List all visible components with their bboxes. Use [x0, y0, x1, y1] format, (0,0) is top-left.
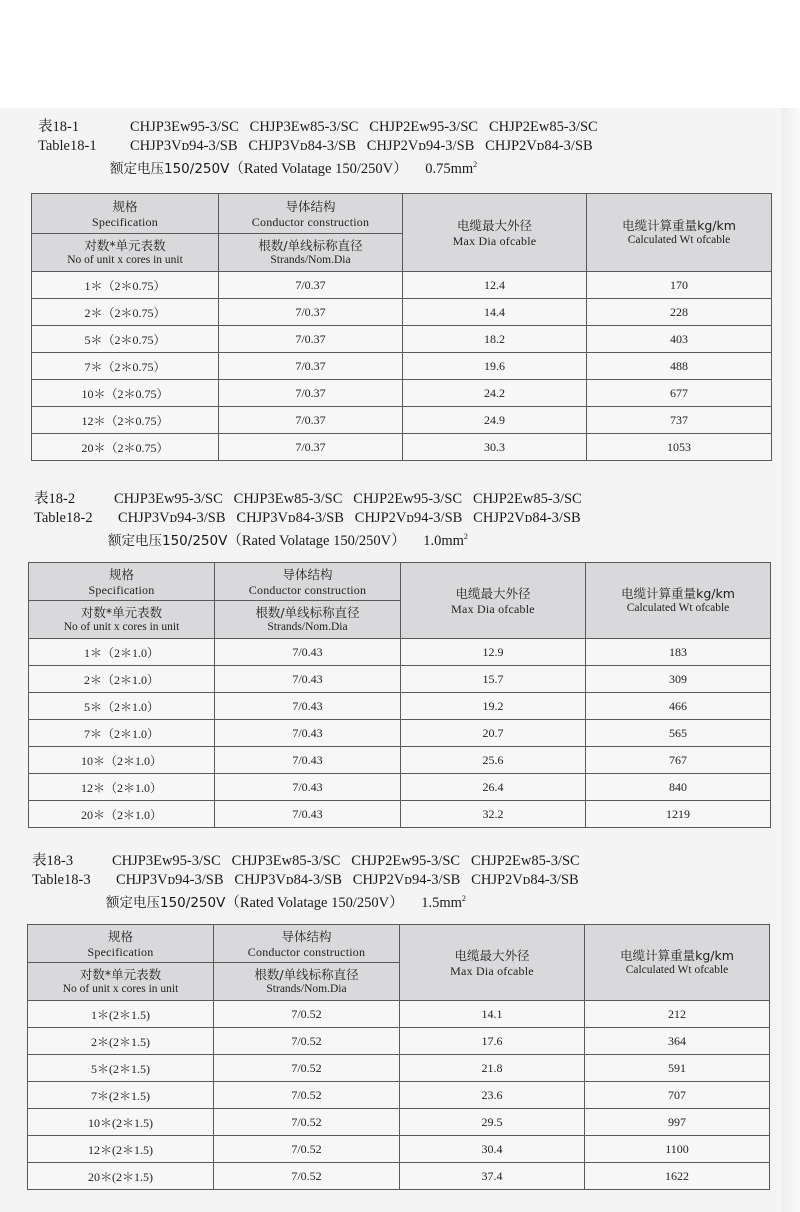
cell-strands: 7/0.37: [219, 326, 403, 353]
table-row: [32, 407, 772, 434]
table-label-zh: 表18-1: [38, 119, 80, 135]
table-section-18-2: [0, 490, 790, 822]
table-row: [29, 639, 771, 666]
table-row: [29, 720, 771, 747]
cell-weight: 707: [585, 1082, 770, 1109]
cell-dia: 25.6: [401, 747, 586, 774]
header-strands: 根数/单线标称直径 Strands/Nom.Dia: [219, 234, 403, 272]
table-label-en: Table18-1: [38, 138, 97, 154]
table-row: [32, 299, 772, 326]
cell-strands: 7/0.37: [219, 380, 403, 407]
cell-weight: 466: [586, 693, 771, 720]
header-cores: 对数*单元表数 No of unit x cores in unit: [29, 601, 215, 639]
cell-dia: 17.6: [400, 1028, 585, 1055]
rated-voltage-en: （Rated Volatage 150/250V）: [229, 160, 408, 177]
rated-voltage-zh: 额定电压150/250V: [106, 894, 226, 911]
cell-strands: 7/0.52: [214, 1082, 400, 1109]
cell-cores: 1＊（2＊0.75）: [32, 272, 219, 299]
table-row: [32, 272, 772, 299]
table-row: [32, 353, 772, 380]
cell-weight: 591: [585, 1055, 770, 1082]
table-heading: [0, 852, 790, 916]
cell-dia: 30.4: [400, 1136, 585, 1163]
header-row-1: [32, 194, 772, 234]
cell-weight: 364: [585, 1028, 770, 1055]
cell-weight: 212: [585, 1001, 770, 1028]
model-list-2: CHJP3Vᴅ94-3/SB CHJP3Vᴅ84-3/SB CHJP2Vᴅ94-3/SB CHJP2Vᴅ84-3/SB: [130, 138, 593, 154]
size-superscript: 2: [473, 160, 478, 169]
cell-dia: 14.1: [400, 1001, 585, 1028]
cell-weight: 1219: [586, 801, 771, 828]
table-heading: [0, 490, 790, 554]
cell-weight: 183: [586, 639, 771, 666]
cell-weight: 403: [587, 326, 772, 353]
cell-cores: 7＊(2＊1.5): [28, 1082, 214, 1109]
cell-weight: 228: [587, 299, 772, 326]
cell-cores: 5＊(2＊1.5): [28, 1055, 214, 1082]
cell-strands: 7/0.43: [215, 720, 401, 747]
table-row: [28, 1055, 770, 1082]
cross-section-size: 0.75mm: [425, 160, 474, 177]
cell-cores: 10＊(2＊1.5): [28, 1109, 214, 1136]
cell-dia: 21.8: [400, 1055, 585, 1082]
cell-dia: 37.4: [400, 1163, 585, 1190]
cell-dia: 20.7: [401, 720, 586, 747]
cross-section-size: 1.0mm: [423, 532, 464, 549]
cell-strands: 7/0.43: [215, 666, 401, 693]
table-label-en: Table18-2: [34, 510, 93, 526]
rated-voltage-zh: 额定电压150/250V: [108, 532, 228, 549]
header-max-dia: 电缆最大外径 Max Dia ofcable: [401, 563, 586, 639]
model-list-1: CHJP3Eᴡ95-3/SC CHJP3Eᴡ85-3/SC CHJP2Eᴡ95-3/SC CHJP2Eᴡ85-3/SC: [130, 119, 598, 135]
table-heading: [0, 118, 790, 182]
cell-strands: 7/0.52: [214, 1055, 400, 1082]
cell-dia: 19.6: [403, 353, 587, 380]
cell-cores: 10＊（2＊1.0）: [29, 747, 215, 774]
cell-weight: 565: [586, 720, 771, 747]
cell-dia: 23.6: [400, 1082, 585, 1109]
cell-weight: 1100: [585, 1136, 770, 1163]
cell-strands: 7/0.37: [219, 353, 403, 380]
cell-strands: 7/0.37: [219, 272, 403, 299]
header-weight: 电缆计算重量kg/km Calculated Wt ofcable: [585, 925, 770, 1001]
cell-weight: 840: [586, 774, 771, 801]
header-cores: 对数*单元表数 No of unit x cores in unit: [32, 234, 219, 272]
cell-strands: 7/0.52: [214, 1109, 400, 1136]
cell-strands: 7/0.43: [215, 801, 401, 828]
cell-cores: 20＊(2＊1.5): [28, 1163, 214, 1190]
cell-cores: 12＊(2＊1.5): [28, 1136, 214, 1163]
model-list-2: CHJP3Vᴅ94-3/SB CHJP3Vᴅ84-3/SB CHJP2Vᴅ94-3/SB CHJP2Vᴅ84-3/SB: [118, 510, 581, 526]
header-conductor: 导体结构 Conductor construction: [219, 194, 403, 234]
table-label-zh: 表18-3: [32, 853, 74, 869]
heading-line-3: [106, 890, 466, 912]
cell-cores: 20＊（2＊0.75）: [32, 434, 219, 461]
table-row: [28, 1163, 770, 1190]
cell-cores: 5＊（2＊1.0）: [29, 693, 215, 720]
size-superscript: 2: [461, 894, 466, 903]
table-row: [29, 666, 771, 693]
header-weight: 电缆计算重量kg/km Calculated Wt ofcable: [586, 563, 771, 639]
header-spec: 规格 Specification: [28, 925, 214, 963]
cell-weight: 677: [587, 380, 772, 407]
table-row: [32, 380, 772, 407]
size-superscript: 2: [463, 532, 468, 541]
table-row: [28, 1136, 770, 1163]
header-max-dia: 电缆最大外径 Max Dia ofcable: [403, 194, 587, 272]
cell-dia: 30.3: [403, 434, 587, 461]
cell-dia: 18.2: [403, 326, 587, 353]
cell-cores: 7＊（2＊1.0）: [29, 720, 215, 747]
cell-cores: 12＊（2＊1.0）: [29, 774, 215, 801]
header-strands: 根数/单线标称直径 Strands/Nom.Dia: [214, 963, 400, 1001]
cell-strands: 7/0.52: [214, 1136, 400, 1163]
cell-strands: 7/0.37: [219, 434, 403, 461]
cell-dia: 12.4: [403, 272, 587, 299]
cell-cores: 2＊（2＊0.75）: [32, 299, 219, 326]
cell-weight: 1622: [585, 1163, 770, 1190]
cell-dia: 24.9: [403, 407, 587, 434]
cell-strands: 7/0.43: [215, 774, 401, 801]
cell-dia: 24.2: [403, 380, 587, 407]
spec-table: [31, 193, 772, 461]
cell-cores: 7＊（2＊0.75）: [32, 353, 219, 380]
rated-voltage-zh: 额定电压150/250V: [110, 160, 230, 177]
cell-weight: 309: [586, 666, 771, 693]
rated-voltage-en: （Rated Volatage 150/250V）: [225, 894, 404, 911]
cell-strands: 7/0.37: [219, 299, 403, 326]
model-list-1: CHJP3Eᴡ95-3/SC CHJP3Eᴡ85-3/SC CHJP2Eᴡ95-3/SC CHJP2Eᴡ85-3/SC: [114, 491, 582, 507]
table-row: [28, 1082, 770, 1109]
cell-strands: 7/0.52: [214, 1001, 400, 1028]
cell-weight: 1053: [587, 434, 772, 461]
cell-dia: 26.4: [401, 774, 586, 801]
cell-strands: 7/0.52: [214, 1163, 400, 1190]
cell-strands: 7/0.37: [219, 407, 403, 434]
cell-dia: 14.4: [403, 299, 587, 326]
cell-cores: 20＊（2＊1.0）: [29, 801, 215, 828]
model-list-2: CHJP3Vᴅ94-3/SB CHJP3Vᴅ84-3/SB CHJP2Vᴅ94-3/SB CHJP2Vᴅ84-3/SB: [116, 872, 579, 888]
table-label-zh: 表18-2: [34, 491, 76, 507]
header-row-1: [29, 563, 771, 601]
header-conductor: 导体结构 Conductor construction: [214, 925, 400, 963]
cell-cores: 12＊（2＊0.75）: [32, 407, 219, 434]
cell-dia: 12.9: [401, 639, 586, 666]
cell-cores: 10＊（2＊0.75）: [32, 380, 219, 407]
header-strands: 根数/单线标称直径 Strands/Nom.Dia: [215, 601, 401, 639]
cell-dia: 32.2: [401, 801, 586, 828]
cell-weight: 997: [585, 1109, 770, 1136]
rated-voltage-en: （Rated Volatage 150/250V）: [227, 532, 406, 549]
cell-cores: 2＊（2＊1.0）: [29, 666, 215, 693]
table-label-en: Table18-3: [32, 872, 91, 888]
model-list-1: CHJP3Eᴡ95-3/SC CHJP3Eᴡ85-3/SC CHJP2Eᴡ95-3/SC CHJP2Eᴡ85-3/SC: [112, 853, 580, 869]
header-max-dia: 电缆最大外径 Max Dia ofcable: [400, 925, 585, 1001]
cell-strands: 7/0.52: [214, 1028, 400, 1055]
table-section-18-3: [0, 852, 790, 1184]
table-row: [29, 747, 771, 774]
table-row: [29, 801, 771, 828]
cell-cores: 1＊（2＊1.0）: [29, 639, 215, 666]
heading-line-3: [108, 528, 468, 550]
table-row: [28, 1028, 770, 1055]
table-row: [29, 693, 771, 720]
cell-weight: 767: [586, 747, 771, 774]
header-conductor: 导体结构 Conductor construction: [215, 563, 401, 601]
header-row-1: [28, 925, 770, 963]
heading-line-3: [110, 156, 477, 178]
cell-strands: 7/0.43: [215, 693, 401, 720]
cell-weight: 170: [587, 272, 772, 299]
table-row: [28, 1109, 770, 1136]
spec-table: [28, 562, 771, 828]
cell-cores: 2＊(2＊1.5): [28, 1028, 214, 1055]
table-row: [32, 326, 772, 353]
cell-weight: 737: [587, 407, 772, 434]
cell-dia: 29.5: [400, 1109, 585, 1136]
table-section-18-1: [0, 118, 790, 455]
cell-dia: 15.7: [401, 666, 586, 693]
cell-strands: 7/0.43: [215, 747, 401, 774]
cell-weight: 488: [587, 353, 772, 380]
table-row: [29, 774, 771, 801]
cell-cores: 5＊（2＊0.75）: [32, 326, 219, 353]
table-row: [32, 434, 772, 461]
cell-dia: 19.2: [401, 693, 586, 720]
header-weight: 电缆计算重量kg/km Calculated Wt ofcable: [587, 194, 772, 272]
header-spec: 规格 Specification: [32, 194, 219, 234]
header-cores: 对数*单元表数 No of unit x cores in unit: [28, 963, 214, 1001]
table-row: [28, 1001, 770, 1028]
cross-section-size: 1.5mm: [421, 894, 462, 911]
cell-cores: 1＊(2＊1.5): [28, 1001, 214, 1028]
cell-strands: 7/0.43: [215, 639, 401, 666]
header-spec: 规格 Specification: [29, 563, 215, 601]
sheet-edge: [782, 108, 800, 1212]
spec-table: [27, 924, 770, 1190]
